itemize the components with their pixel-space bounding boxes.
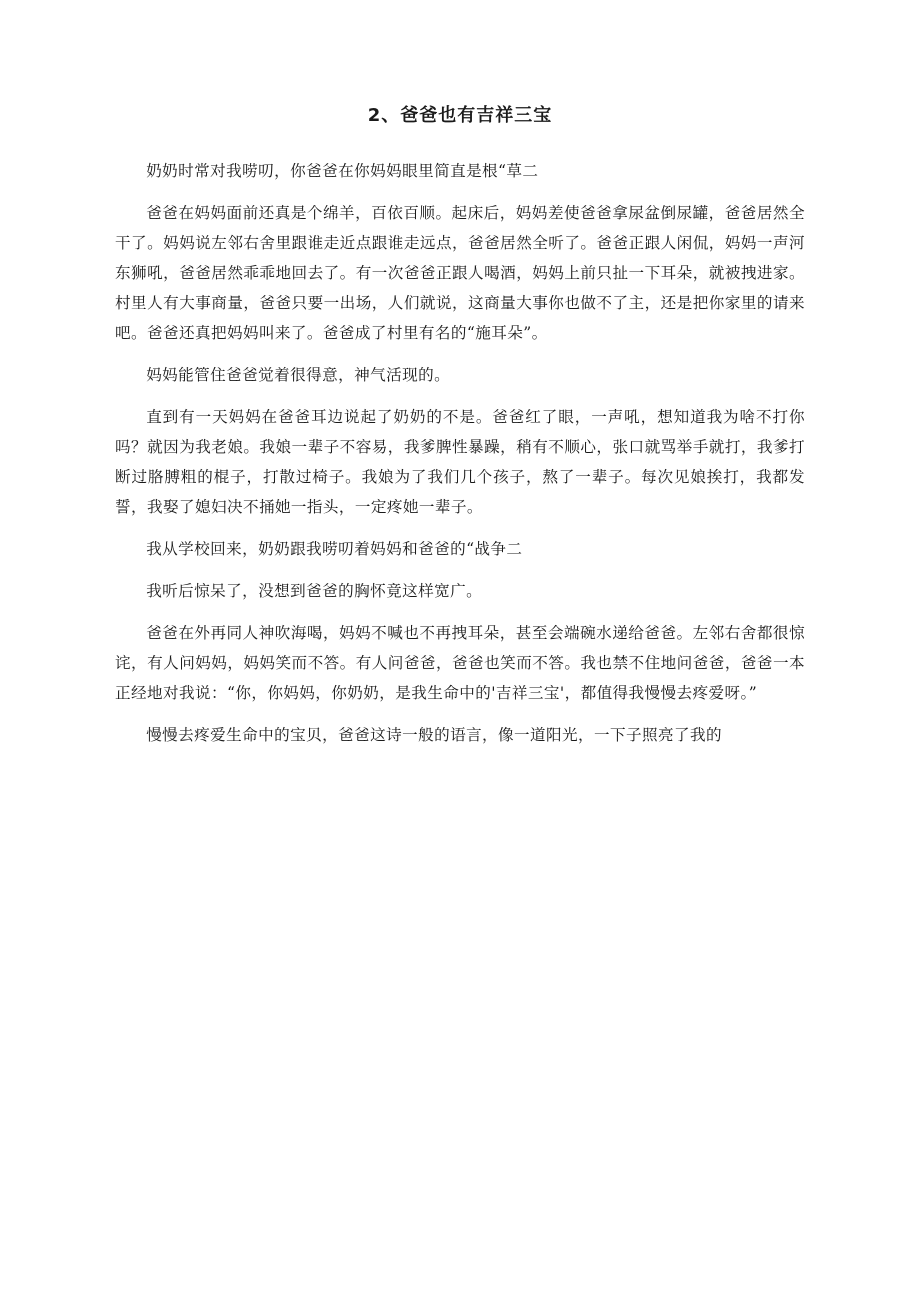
paragraph-8: 慢慢去疼爱生命中的宝贝，爸爸这诗一般的语言，像一道阳光，一下子照亮了我的 xyxy=(146,726,722,744)
document-title: 2、爸爸也有吉祥三宝 xyxy=(367,105,553,126)
paragraph-5: 我从学校回来，奶奶跟我唠叨着妈妈和爸爸的“战争二 xyxy=(146,540,523,558)
paragraph-7: 爸爸在外再同人神吹海喝，妈妈不喊也不再拽耳朵，甚至会端碗水递给爸爸。左邻右舍都很惊诧，有人问妈妈，妈妈笑而不答。有人问爸爸，爸爸也笑而不答。我也禁不住地问爸爸，爸爸一本正经地对我说：“你，你妈妈，你奶奶，是我生命中的'吉祥三宝'，都值得我慢慢去疼爱呀。” xyxy=(115,624,805,702)
document-page xyxy=(115,100,805,762)
paragraph-4: 直到有一天妈妈在爸爸耳边说起了奶奶的不是。爸爸红了眼，一声吼，想知道我为啥不打你吗？就因为我老娘。我娘一辈子不容易，我爹脾性暴躁，稍有不顺心，张口就骂举手就打，我爹打断过胳膊粗的棍子，打散过椅子。我娘为了我们几个孩子，熬了一辈子。每次见娘挨打，我都发誓，我娶了媳妇决不捅她一指头，一定疼她一辈子。 xyxy=(115,408,805,516)
paragraph-2: 爸爸在妈妈面前还真是个绵羊，百依百顺。起床后，妈妈差使爸爸拿尿盆倒尿罐，爸爸居然全干了。妈妈说左邻右舍里跟谁走近点跟谁走远点，爸爸居然全听了。爸爸正跟人闲侃，妈妈一声河东狮吼，爸爸居然乖乖地回去了。有一次爸爸正跟人喝酒，妈妈上前只扯一下耳朵，就被拽进家。村里人有大事商量，爸爸只要一出场，人们就说，这商量大事你也做不了主，还是把你家里的请来吧。爸爸还真把妈妈叫来了。爸爸成了村里有名的“施耳朵”。 xyxy=(115,204,805,342)
paragraph-6: 我听后惊呆了，没想到爸爸的胸怀竟这样宽广。 xyxy=(146,582,483,600)
paragraph-3: 妈妈能管住爸爸觉着很得意，神气活现的。 xyxy=(146,366,451,384)
paragraph-1: 奶奶时常对我唠叨，你爸爸在你妈妈眼里简直是根“草二 xyxy=(146,162,539,180)
